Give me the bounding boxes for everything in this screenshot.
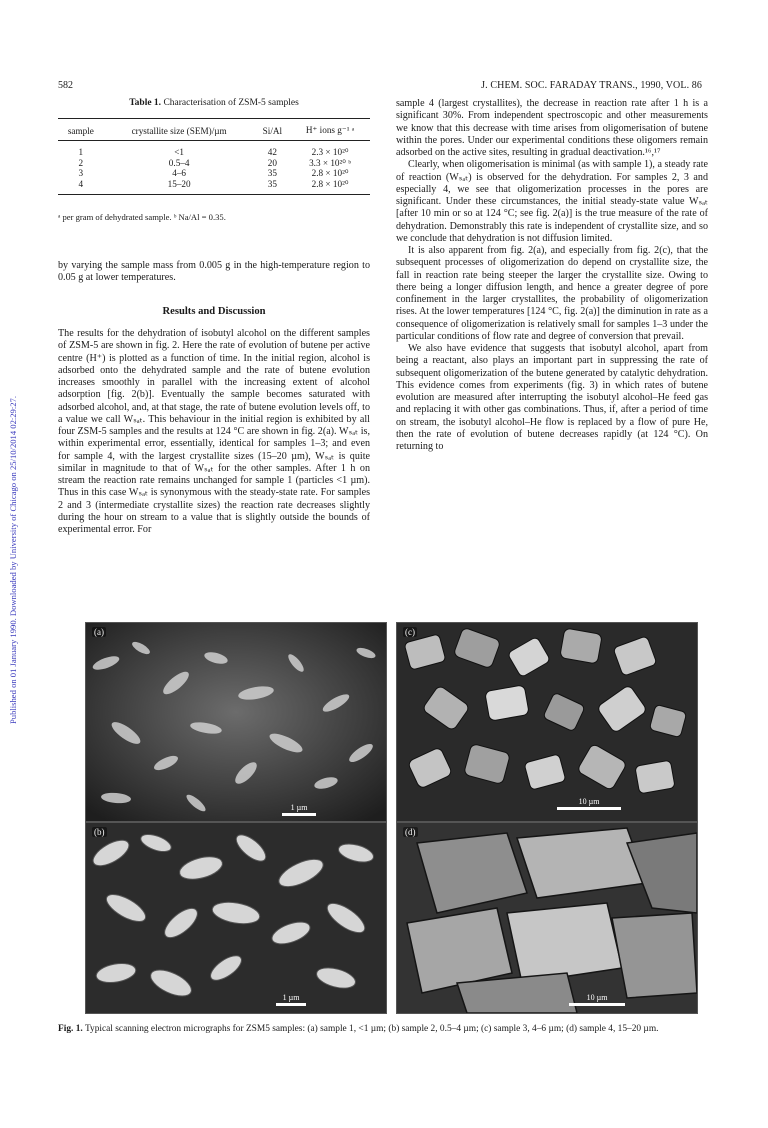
micrograph-b-image [86, 823, 386, 1013]
micrograph-d-image [397, 823, 697, 1013]
table-cell: 0.5–4 [168, 157, 190, 168]
table-row [58, 179, 370, 195]
table-cell: 4 [58, 179, 104, 195]
table-cell: 20 [267, 157, 277, 168]
panel-label: (d) [405, 827, 416, 837]
section-heading: Results and Discussion [162, 306, 266, 317]
download-watermark [0, 0, 26, 1128]
micrograph-c [396, 622, 698, 822]
table-row [58, 158, 370, 169]
scale-bar [276, 993, 306, 1006]
scale-bar [569, 993, 625, 1006]
scale-bar-label: 1 µm [290, 803, 308, 812]
scale-bar [557, 797, 621, 810]
paragraph: It is also apparent from fig. 2(a), and especially from fig. 2(c), that the subsequent processes of oligomerization do depend on crystallite size, the fall in reaction rate being steeper the larger the crystallite size. Owing to there being a longer diffusion length, and hence a greater degree of pore confinement in the larger crystallites, the probability of oligomerization rises. At the lower temperatures [124 °C, fig. 2(a)] the diminution in rate as a consequence of oligomerization is relatively small for samples 1–3 under the particular conditions of flow rate and degree of conversion that prevail. [396, 245, 708, 342]
table-cell: 4–6 [172, 168, 187, 179]
figure-caption [58, 1024, 708, 1036]
table-footnote: ᵃ per gram of dehydrated sample. ᵇ Na/Al = 0.35. [58, 212, 226, 222]
table-cell: <1 [174, 147, 185, 157]
scale-bar-line [282, 813, 316, 816]
col-header: Si/Al [255, 119, 291, 141]
micrograph-a-image [86, 623, 386, 821]
scale-bar-line [276, 1003, 306, 1006]
micrograph-b [85, 822, 387, 1014]
panel-label: (b) [94, 827, 105, 837]
table-cell: 15–20 [104, 179, 255, 195]
journal-header: J. CHEM. SOC. FARADAY TRANS., 1990, VOL. 86 [481, 80, 702, 91]
panel-label: (c) [405, 627, 415, 637]
table-cell: 3 [78, 168, 84, 179]
table-title: Characterisation of ZSM-5 samples [163, 98, 299, 108]
page-number: 582 [58, 80, 73, 91]
left-column-body [58, 328, 370, 536]
table-cell: 2.8 × 10²⁰ [311, 168, 349, 179]
table-row [58, 168, 370, 179]
table-cell: 35 [255, 179, 291, 195]
scale-bar-line [569, 1003, 625, 1006]
micrograph-d [396, 822, 698, 1014]
scale-bar-label: 10 µm [586, 993, 608, 1002]
col-header: sample [58, 119, 104, 141]
paragraph: by varying the sample mass from 0.005 g in the high-temperature region to 0.05 g at lower temperatures. [58, 260, 370, 284]
left-column-intro [58, 260, 370, 285]
table-cell: 2 [78, 157, 84, 168]
paragraph: Clearly, when oligomerisation is minimal (as with sample 1), a steady rate of reaction (Wₛₐₜ) is observed for the dehydration. For samples 2, 3 and especially 4, we see that oligomerization processes in the pores are significant. Under these circumstances, the initial steady-state value Wₛₐₜ [after 10 min or so at 124 °C; see fig. 2(a)] is the true measure of the rate of dehydration. Demonstrably this rate is independent of crystallite size, and so we conclude that dehydration is not diffusion limited. [396, 159, 708, 244]
figure-caption-text: Typical scanning electron micrographs for ZSM5 samples: (a) sample 1, <1 µm; (b) sample 2, 0.5–4 µm; (c) sample 3, 4–6 µm; (d) sample 4, 15–20 µm. [84, 1024, 659, 1034]
table-cell: 3.3 × 10²⁰ ᵇ [309, 157, 352, 168]
table-cell: 42 [267, 147, 277, 157]
figure-label: Fig. 1. [58, 1024, 83, 1034]
table-caption [58, 98, 370, 108]
paragraph: sample 4 (largest crystallites), the decrease in reaction rate after 1 h is a significant 30%. From independent spectroscopic and other measurements we know that this decrease with time arises from oligomerisation of butene within the pores. Under our experimental conditions these oligomers remain adsorbed on the active sites, resulting in gradual deactivation.¹⁶,¹⁷ [396, 98, 708, 158]
micrograph-a [85, 622, 387, 822]
col-header: H⁺ ions g⁻¹ ᵃ [290, 119, 370, 141]
paragraph: We also have evidence that suggests that isobutyl alcohol, apart from being a reactant, also plays an important part in suppressing the rate of subsequent oligomerization of the butene generated by catalytic dehydration. This evidence comes from experiments (fig. 3) in which rates of butene evolution are measured after interrupting the isobutyl alcohol–He feed gas and replacing it with other gas combinations. Thus, if, after a period of time on stream, the isobutyl alcohol–He flow is replaced by a flow of pure He, then the rate of evolution of butene decreases rapidly (at 124 °C). On returning to [396, 343, 708, 452]
scale-bar-line [557, 807, 621, 810]
micrograph-c-image [397, 623, 697, 821]
table-label: Table 1. [129, 98, 162, 108]
table-cell: 2.8 × 10²⁰ [290, 179, 370, 195]
panel-label: (a) [94, 627, 104, 637]
table-row [58, 141, 370, 158]
table-cell: 2.3 × 10²⁰ [311, 147, 349, 157]
scale-bar-label: 1 µm [282, 993, 300, 1002]
table-header-row [58, 119, 370, 141]
right-column-body [396, 98, 708, 453]
table-cell: 35 [267, 168, 277, 179]
download-watermark-text: Published on 01 January 1990. Downloaded by University of Chicago on 25/10/2014 02:29:27. [8, 396, 18, 724]
col-header: crystallite size (SEM)/µm [104, 119, 255, 141]
paragraph: The results for the dehydration of isobutyl alcohol on the different samples of ZSM-5 are shown in fig. 2. Here the rate of evolution of butene per active centre (H⁺) is plotted as a function of time. In the initial region, alcohol is adsorbed onto the dehydrated sample and the rate of butene evolution increases smoothly in parallel with the increasing extent of alcohol adsorption [fig. 2(b)]. Eventually the sample becomes saturated with adsorbed alcohol, and, at that stage, the rate of butene evolution levels off, to a value we call Wₛₐₜ. This behaviour in the initial region is exhibited by all four ZSM-5 samples and the results at 124 °C are shown in fig. 2(a). Wₛₐₜ is, within experimental error, essentially, identical for samples 1–3; and even for sample 4, with the largest crystallite sizes (15–20 µm), Wₛₐₜ is quite similar in magnitude to that of Wₛₐₜ for the other samples. After 1 h on stream the reaction rate remains unchanged for sample 1 (particles <1 µm). Thus in this case Wₛₐₜ is synonymous with the steady-state rate. For samples 2 and 3 (intermediate crystallite sizes) the reaction rate decreases slightly during the hour on stream to a value that is slightly outside the bounds of experimental error. For [58, 328, 370, 535]
table-cell: 1 [78, 147, 84, 157]
characterisation-table [58, 118, 370, 195]
scale-bar [282, 803, 316, 816]
scale-bar-label: 10 µm [578, 797, 600, 806]
